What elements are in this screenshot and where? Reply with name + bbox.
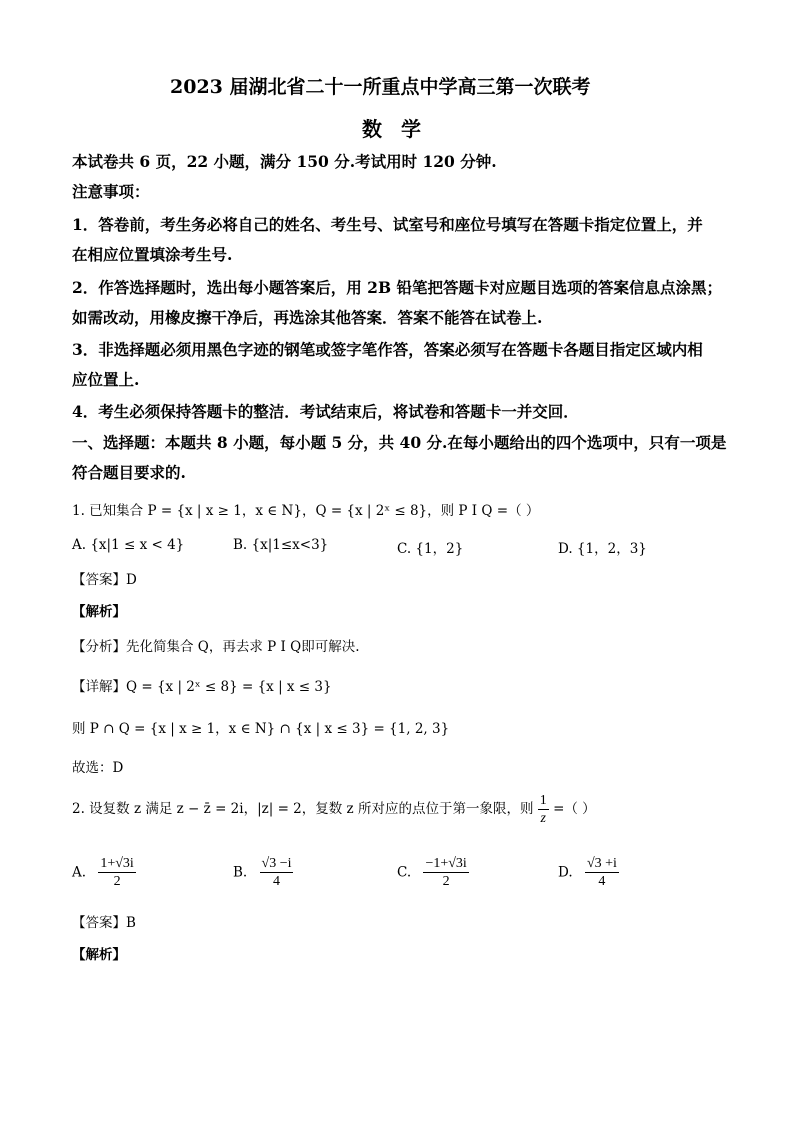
q2-option-c-fraction xyxy=(423,855,468,890)
notice-4-line-1: 4．考生必须保持答题卡的整洁．考试结束后，将试卷和答题卡一并交回． xyxy=(72,402,579,421)
q2-option-a-num: 1+√3i xyxy=(100,856,134,871)
q2-stem-pre: 2. 设复数 z 满足 z − z̄ = 2i，|z| = 2，复数 z 所对应的点位于第一象限，则 xyxy=(72,801,534,817)
q1-xiangjie: 【详解】Q = {x | 2ˣ ≤ 8} = {x | x ≤ 3} xyxy=(72,679,332,695)
q2-option-a xyxy=(72,855,136,890)
notice-2-line-1: 2．作答选择题时，选出每小题答案后，用 2B 铅笔把答题卡对应题目选项的答案信息点涂黑； xyxy=(72,278,722,297)
q1-option-d: D. {1，2，3} xyxy=(558,541,647,557)
q1-step: 则 P ∩ Q = {x | x ≥ 1，x ∈ N} ∩ {x | x ≤ 3} = {1, 2, 3} xyxy=(72,721,450,737)
notice-3-line-1: 3．非选择题必须用黑色字迹的钢笔或签字笔作答，答案必须写在答题卡各题目指定区域内相 xyxy=(72,340,703,359)
notice-1-line-2: 在相应位置填涂考生号. xyxy=(72,245,233,264)
intro-line: 本试卷共 6 页，22 小题，满分 150 分.考试用时 120 分钟. xyxy=(72,152,497,171)
q1-option-a: A. {x|1 ≤ x < 4} xyxy=(72,537,185,553)
section1-line-2: 符合题目要求的. xyxy=(72,463,186,482)
notice-1-line-1: 1．答卷前，考生务必将自己的姓名、考生号、试室号和座位号填写在答题卡指定位置上，并 xyxy=(72,215,703,234)
q2-option-a-label: A. xyxy=(72,864,87,881)
notice-heading: 注意事项： xyxy=(72,182,150,201)
q2-option-d-fraction xyxy=(585,855,619,890)
q1-conclusion: 故选：D xyxy=(72,760,124,776)
q2-analysis-label: 【解析】 xyxy=(72,947,126,963)
notice-3-line-2: 应位置上. xyxy=(72,370,140,389)
q2-option-b-num: √3 −i xyxy=(261,856,292,871)
q2-option-d-label: D. xyxy=(558,864,573,881)
q2-option-d-num: √3 +i xyxy=(586,856,617,871)
q2-stem xyxy=(72,792,596,827)
q1-stem: 1. 已知集合 P = {x | x ≥ 1，x ∈ N}，Q = {x | 2ˣ ≤ 8}，则 P I Q =（ ） xyxy=(72,503,540,519)
q2-option-c-den: 2 xyxy=(442,874,450,889)
q1-option-c: C. {1，2} xyxy=(397,541,464,557)
q2-stem-fraction xyxy=(538,792,549,827)
q1-answer: 【答案】D xyxy=(72,572,137,588)
q2-option-c-label: C. xyxy=(397,864,412,881)
q2-option-d xyxy=(558,855,619,890)
q2-option-b-den: 4 xyxy=(273,874,280,889)
subject-title: 数 学 xyxy=(362,117,427,141)
q1-option-b: B. {x|1≤x<3} xyxy=(233,537,329,553)
q2-option-a-den: 2 xyxy=(113,874,121,889)
q1-analysis-label: 【解析】 xyxy=(72,604,126,620)
q2-option-b xyxy=(233,855,293,890)
q2-stem-frac-num: 1 xyxy=(539,793,547,808)
q2-answer: 【答案】B xyxy=(72,915,136,931)
q2-option-b-fraction xyxy=(260,855,294,890)
q2-option-a-fraction xyxy=(98,855,135,890)
q2-option-d-den: 4 xyxy=(598,874,606,889)
exam-title: 2023 届湖北省二十一所重点中学高三第一次联考 xyxy=(170,76,591,98)
notice-2-line-2: 如需改动，用橡皮擦干净后，再选涂其他答案．答案不能答在试卷上. xyxy=(72,308,543,327)
q2-stem-frac-den: z xyxy=(540,811,546,826)
section1-line-1: 一、选择题：本题共 8 小题，每小题 5 分，共 40 分.在每小题给出的四个选项中，只有一项是 xyxy=(72,433,727,452)
q1-fenxi: 【分析】先化简集合 Q，再去求 P I Q即可解决. xyxy=(72,639,360,655)
q2-option-c xyxy=(397,855,469,890)
q2-option-c-num: −1+√3i xyxy=(425,856,467,871)
q2-option-b-label: B. xyxy=(233,864,248,881)
q2-stem-post: =（ ） xyxy=(553,801,596,817)
